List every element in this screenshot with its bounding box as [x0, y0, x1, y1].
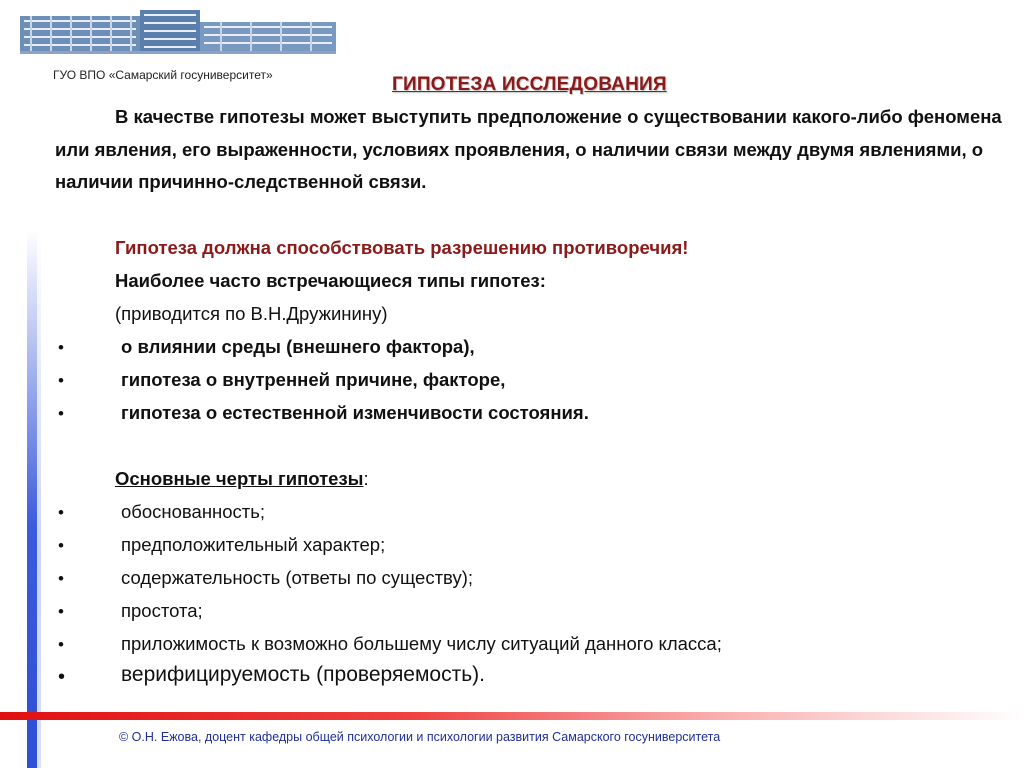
bullet-icon: • — [58, 371, 64, 390]
features-heading: Основные черты гипотезы — [115, 468, 364, 489]
type-item: о влиянии среды (внешнего фактора), — [121, 336, 475, 357]
university-building-logo — [20, 10, 336, 54]
organization-name: ГУО ВПО «Самарский госуниверситет» — [53, 68, 273, 82]
bullet-icon: • — [58, 338, 64, 357]
highlight-text: Гипотеза должна способствовать разрешению противоречия! — [115, 237, 689, 258]
bottom-decor-line — [0, 712, 1024, 720]
types-source: (приводится по В.Н.Дружинину) — [115, 303, 388, 324]
left-decor-bar-light — [37, 230, 41, 768]
feature-item: верифицируемость (проверяемость). — [121, 663, 485, 686]
bullet-icon: • — [58, 666, 66, 688]
intro-paragraph: В качестве гипотезы может выступить предположение о существовании какого-либо феномена или явления, его выраженности, условиях проявления, о наличии связи между двумя явлениями, о наличии причинно-следственной связи. — [55, 106, 1002, 192]
type-item: гипотеза о внутренней причине, факторе, — [121, 369, 506, 390]
bullet-icon: • — [58, 602, 64, 621]
page-title: ГИПОТЕЗА ИССЛЕДОВАНИЯ — [392, 74, 667, 95]
features-heading-colon: : — [363, 468, 369, 489]
bullet-icon: • — [58, 503, 64, 522]
feature-item: обоснованность; — [121, 501, 266, 522]
feature-item: предположительный характер; — [121, 534, 386, 555]
feature-item: содержательность (ответы по существу); — [121, 567, 474, 588]
feature-item: приложимость к возможно большему числу ситуаций данного класса; — [121, 633, 722, 654]
types-heading: Наиболее часто встречающиеся типы гипотез: — [115, 270, 546, 291]
bullet-icon: • — [58, 404, 64, 423]
features-heading-line — [115, 468, 369, 490]
bullet-icon: • — [58, 569, 64, 588]
left-decor-bar — [27, 230, 37, 768]
bullet-icon: • — [58, 635, 64, 654]
type-item: гипотеза о естественной изменчивости состояния. — [121, 402, 589, 423]
footer-copyright: © О.Н. Ежова, доцент кафедры общей психологии и психологии развития Самарского госуниверситета — [119, 730, 721, 744]
bullet-icon: • — [58, 536, 64, 555]
feature-item: простота; — [121, 600, 203, 621]
